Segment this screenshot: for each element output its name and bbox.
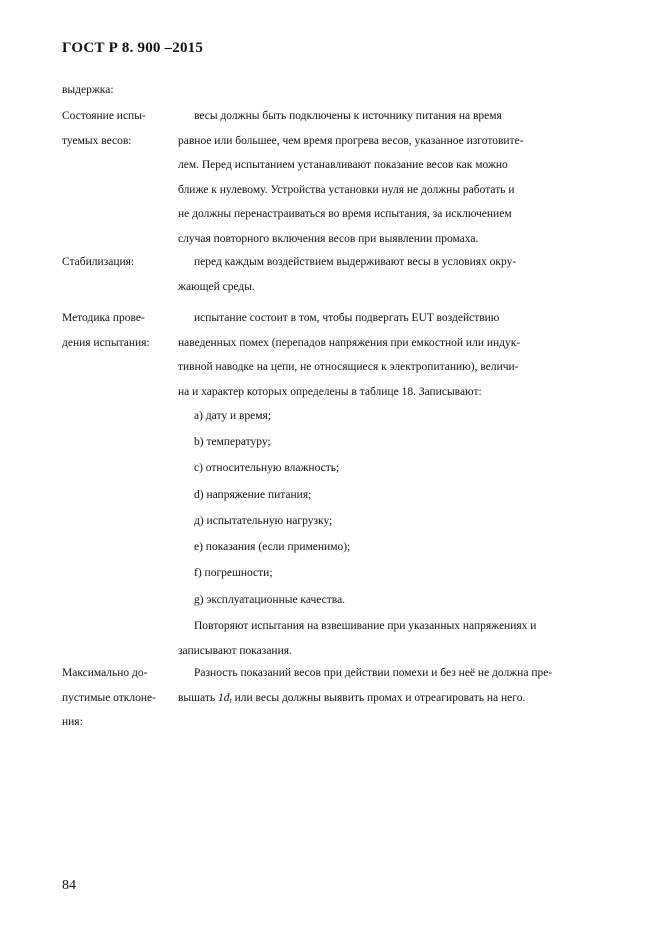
label-line: Методика прове- <box>62 312 145 324</box>
text-line: Разность показаний весов при действии помехи и без неё не должна пре- <box>194 667 553 679</box>
page-number: 84 <box>62 878 76 893</box>
text-line: весы должны быть подключены к источнику питания на время <box>194 110 502 122</box>
text-fragment: или весы должны выявить промах и отреагировать на него. <box>231 691 526 704</box>
text-line: тивной наводке на цепи, не относящиеся к электропитанию), величи- <box>178 361 519 373</box>
list-item: f) погрешности; <box>194 567 273 579</box>
label-line: дения испытания: <box>62 336 150 349</box>
text-line <box>178 686 583 711</box>
label-line: Стабилизация: <box>62 256 135 268</box>
list-item: g) эксплуатационные качества. <box>194 594 346 606</box>
label-line: ния: <box>62 716 83 728</box>
text-line: перед каждым воздействием выдерживают весы в условиях окру- <box>194 256 517 268</box>
text-line: не должны перенастраиваться во время испытания, за исключением <box>178 208 512 220</box>
text-fragment: вышать <box>178 691 218 704</box>
section-state-text <box>178 104 583 251</box>
label-line: Состояние испы- <box>62 110 146 122</box>
section-stabilization-label <box>62 250 174 275</box>
formula-symbol <box>218 692 232 704</box>
section-method-text <box>178 306 583 404</box>
text-line: жающей среды. <box>178 280 255 293</box>
list-item: d) напряжение питания; <box>194 489 312 501</box>
text-line: испытание состоит в том, чтобы подвергать EUT воздействию <box>194 312 500 324</box>
label-line: пустимые отклоне- <box>62 691 156 704</box>
section-state-label <box>62 104 174 153</box>
formula-subscript: t <box>229 695 232 705</box>
list-item: b) температуру; <box>194 436 271 448</box>
label-line: Максимально до- <box>62 667 148 679</box>
text-line: равное или большее, чем время прогрева весов, указанное изготовите- <box>178 134 524 147</box>
section-stabilization-text <box>178 250 583 299</box>
section-method-label <box>62 306 174 355</box>
list-item: c) относительную влажность; <box>194 462 340 474</box>
section-max-deviation-text <box>178 661 583 710</box>
section-max-deviation-label <box>62 661 174 735</box>
text-line: наведенных помех (перепадов напряжения при емкостной или индук- <box>178 336 521 349</box>
text-line: лем. Перед испытанием устанавливают показание весов как можно <box>178 159 508 171</box>
list-item: е) показания (если применимо); <box>194 541 351 553</box>
list-item: д) испытательную нагрузку; <box>194 515 333 527</box>
text-line: ближе к нулевому. Устройства установки нуля не должны работать и <box>178 183 515 196</box>
intro-text: выдержка: <box>62 84 114 96</box>
text-line: на и характер которых определены в таблице 18. Записывают: <box>178 385 482 398</box>
text-line: записывают показания. <box>178 644 292 657</box>
text-line: Повторяют испытания на взвешивание при указанных напряжениях и <box>194 620 537 632</box>
section-method-closing <box>178 614 583 663</box>
label-line: туемых весов: <box>62 134 132 147</box>
formula-base: 1d <box>217 691 230 704</box>
document-header: ГОСТ Р 8. 900 –2015 <box>62 40 204 56</box>
list-item: а) дату и время; <box>194 410 272 422</box>
text-line: случая повторного включения весов при выявлении промаха. <box>178 232 479 245</box>
